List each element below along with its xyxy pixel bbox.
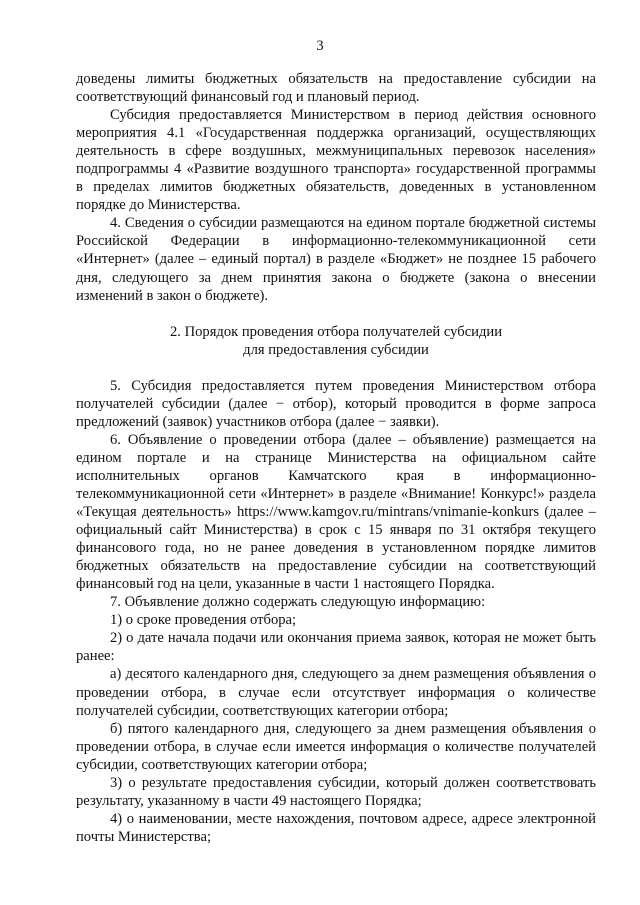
- paragraph-4-subsidy-info: 4. Сведения о субсидии размещаются на едином портале бюджетной системы Российской Федерации в информационно-телекоммуникационной сети «Интернет» (далее – единый портал) в разделе «Бюджет» не позднее 15 рабочего дня, следующего за днем принятия закона о бюджете (закона о внесении изменений в закон о бюджете).: [76, 215, 596, 304]
- paragraph-subsidy-period: Субсидия предоставляется Министерством в период действия основного мероприятия 4.1 «Государственная поддержка организаций, осуществляющих деятельность в сфере воздушных, межмуниципальных перевозок населения» подпрограммы 4 «Развитие воздушного транспорта» государственной программы в пределах лимитов бюджетных обязательств, доведенных в установленном порядке до Министерства.: [76, 107, 596, 214]
- section-heading: [76, 323, 596, 359]
- paragraph-5-selection: 5. Субсидия предоставляется путем проведения Министерством отбора получателей субсидии (далее − отбор), который проводится в форме запроса предложений (заявок) участников отбора (далее − заявки).: [76, 377, 596, 430]
- list-item-4-ministry-info: 4) о наименовании, месте нахождения, почтовом адресе, адресе электронной почты Министерства;: [76, 810, 596, 845]
- list-item-2b-fifth-day: б) пятого календарного дня, следующего за днем размещения объявления о проведении отбора, в случае если имеется информация о количестве получателей субсидии, соответствующих категории отбора;: [76, 720, 596, 773]
- page-number: 3: [316, 38, 324, 54]
- list-item-3-result: 3) о результате предоставления субсидии, который должен соответствовать результату, указанному в части 49 настоящего Порядка;: [76, 774, 596, 809]
- paragraph-6-announcement: 6. Объявление о проведении отбора (далее – объявление) размещается на едином портале и на странице Министерства на официальном сайте исполнительных органов Камчатского края в информационно-телекоммуникационной сети «Интернет» в разделе «Внимание! Конкурс!» раздела «Текущая деятельность» https://www.kamgov.ru/mintrans/vnimanie-konkurs (далее – официальный сайт Министерства) в срок с 15 января по 31 октября текущего финансового года, но не ранее доведения в установленном порядке лимитов бюджетных обязательств на предоставление субсидии на соответствующий финансовый год на цели, указанные в части 1 настоящего Порядка.: [76, 431, 596, 593]
- paragraph-7-contents: 7. Объявление должно содержать следующую информацию:: [110, 594, 486, 611]
- section-heading-line-2: для предоставления субсидии: [243, 341, 429, 358]
- document-body: [76, 70, 596, 846]
- paragraph-continuation: доведены лимиты бюджетных обязательств на предоставление субсидии на соответствующий финансовый год и плановый период.: [76, 71, 596, 106]
- list-item-2-dates: 2) о дате начала подачи или окончания приема заявок, которая не может быть ранее:: [76, 630, 596, 665]
- section-heading-line-1: 2. Порядок проведения отбора получателей субсидии: [169, 323, 503, 340]
- list-item-2a-tenth-day: а) десятого календарного дня, следующего за днем размещения объявления о проведении отбора, в случае если отсутствует информация о количестве получателей субсидии, соответствующих категории отбора;: [76, 666, 596, 719]
- list-item-1-term: 1) о сроке проведения отбора;: [110, 612, 297, 629]
